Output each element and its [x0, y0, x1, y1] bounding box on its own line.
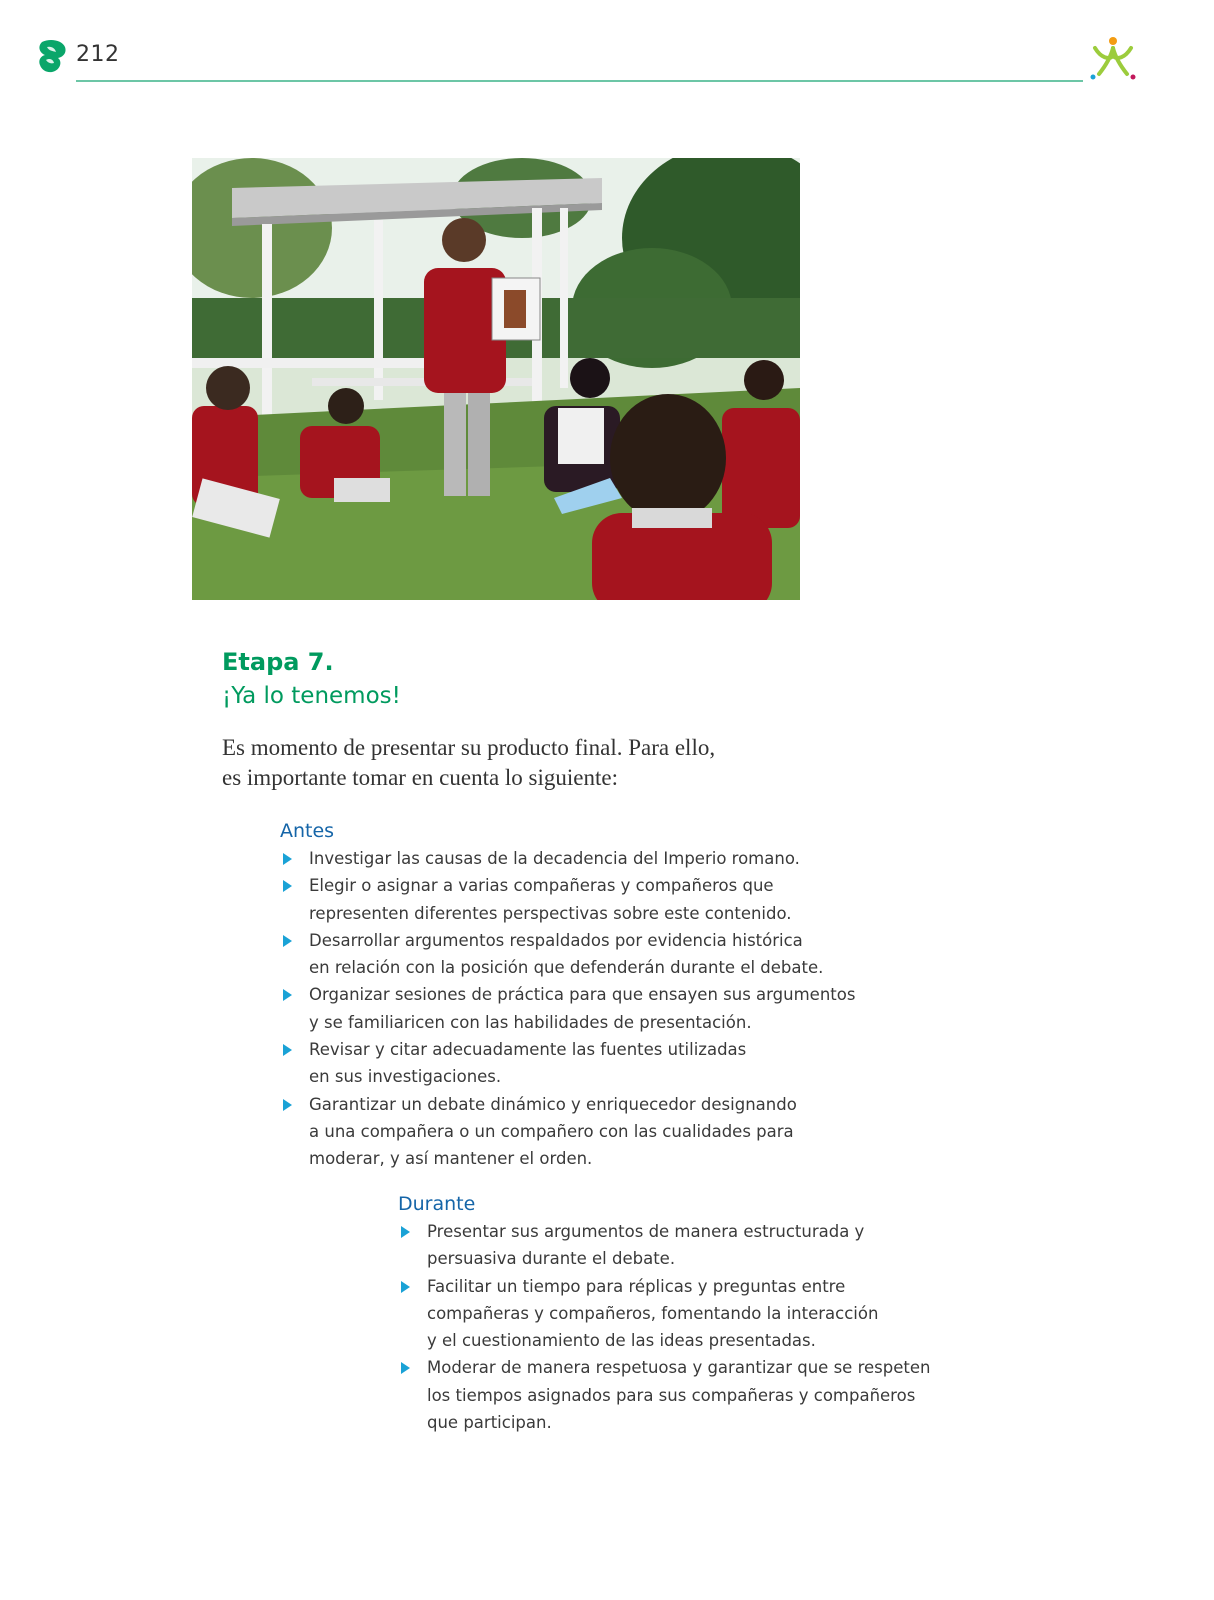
stage-number: Etapa 7.: [222, 648, 334, 676]
list-item-line: persuasiva durante el debate.: [427, 1249, 676, 1269]
intro-paragraph: [222, 733, 782, 793]
list-item-line: Organizar sesiones de práctica para que ensayen sus argumentos: [309, 985, 856, 1005]
triangle-bullet-icon: [283, 1099, 292, 1111]
list-item: [280, 981, 880, 1036]
stage-title: ¡Ya lo tenemos!: [222, 683, 401, 709]
list-item-line: y el cuestionamiento de las ideas presentadas.: [427, 1331, 816, 1351]
list-item: [398, 1354, 931, 1436]
list-item-line: Presentar sus argumentos de manera estructurada y: [427, 1222, 865, 1241]
list-item-line: moderar, y así mantener el orden.: [309, 1149, 593, 1169]
green-leaf-icon: [36, 38, 68, 74]
triangle-bullet-icon: [283, 880, 292, 892]
list-item-line: Desarrollar argumentos respaldados por evidencia histórica: [309, 930, 803, 950]
list-item-line: los tiempos asignados para sus compañeras y compañeros: [427, 1385, 916, 1405]
list-item-line: a una compañera o un compañero con las cualidades para: [309, 1121, 794, 1141]
list-item-line: que participan.: [427, 1413, 552, 1433]
list-item-line: Facilitar un tiempo para réplicas y preguntas entre: [427, 1276, 846, 1296]
figure-logo-icon: [1087, 34, 1139, 86]
list-item-line: en sus investigaciones.: [309, 1067, 502, 1087]
list-item: [280, 1036, 880, 1091]
section-heading-durante: Durante: [398, 1193, 476, 1215]
triangle-bullet-icon: [401, 1362, 410, 1374]
list-item: [280, 1091, 880, 1173]
triangle-bullet-icon: [283, 989, 292, 1001]
photo-students-debate-outdoors: [192, 158, 800, 600]
list-item-line: compañeras y compañeros, fomentando la interacción: [427, 1303, 879, 1323]
bullet-list-durante: [398, 1218, 931, 1436]
triangle-bullet-icon: [283, 1044, 292, 1056]
section-antes: [280, 818, 880, 1173]
list-item-line: representen diferentes perspectivas sobre este contenido.: [309, 903, 792, 923]
list-item: [398, 1218, 918, 1273]
triangle-bullet-icon: [283, 853, 292, 865]
bullet-list-antes: [280, 845, 880, 1173]
section-heading-antes: Antes: [280, 820, 335, 842]
section-durante: [398, 1191, 931, 1436]
list-item: [398, 1273, 918, 1355]
list-item-line: Elegir o asignar a varias compañeras y compañeros que: [309, 876, 774, 896]
triangle-bullet-icon: [283, 935, 292, 947]
intro-line: es importante tomar en cuenta lo siguiente:: [222, 765, 618, 790]
list-item: [280, 845, 880, 872]
header-rule: [76, 80, 1083, 82]
intro-line: Es momento de presentar su producto final. Para ello,: [222, 735, 716, 760]
list-item-line: Garantizar un debate dinámico y enriquecedor designando: [309, 1094, 797, 1114]
list-item-line: y se familiaricen con las habilidades de presentación.: [309, 1012, 752, 1032]
list-item: [280, 872, 880, 927]
list-item-line: Revisar y citar adecuadamente las fuentes utilizadas: [309, 1040, 747, 1060]
list-item: [280, 927, 880, 982]
list-item-line: en relación con la posición que defenderán durante el debate.: [309, 958, 824, 978]
triangle-bullet-icon: [401, 1281, 410, 1293]
list-item-line: Moderar de manera respetuosa y garantizar que se respeten: [427, 1358, 931, 1378]
triangle-bullet-icon: [401, 1226, 410, 1238]
page-number: 212: [76, 42, 120, 67]
list-item-line: Investigar las causas de la decadencia del Imperio romano.: [309, 849, 800, 868]
